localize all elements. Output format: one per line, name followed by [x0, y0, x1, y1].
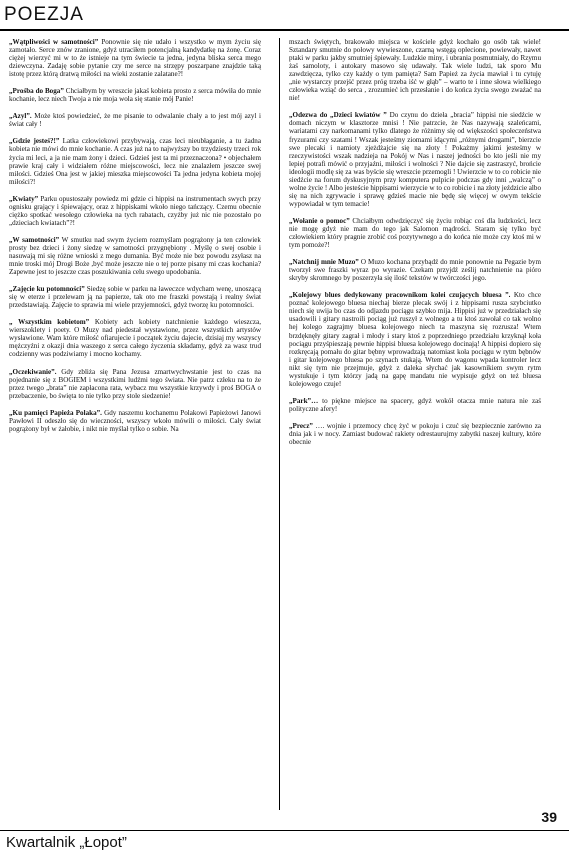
header-rule: [0, 29, 569, 31]
poem-paragraph: [9, 195, 261, 227]
section-title: POEZJA: [4, 4, 84, 25]
poem-paragraph: [9, 409, 261, 433]
poem-text: Chciałbym odwdzięczyć się życiu robiąc coś dla ludzkości, lecz nie mogę gdyż nie mam do tego jak Salomon mądrości. Staram się tylko być człowiekiem który pragnie zrobić coś pozytywnego a do końca nie może czy ktoś mi w tym pomoże?!: [289, 216, 541, 250]
poem-text: Siedzę sobie w parku na ławeczce wdycham wenę, unoszącą się w eterze i przelewam ją na papierze, tak oto me fraszki powstają i realny świat przedstawiają. Zajęcie to sprawia mi wiele przyjemności, gdyż tworzę ku potomności.: [9, 285, 261, 310]
poem-title: „Kolejowy blues dedykowany pracownikom kolei czujących bluesa ”.: [289, 291, 511, 300]
left-column: [9, 38, 261, 442]
poem-text: …. wojnie i przemocy chcę żyć w pokoju i czuć się bezpiecznie zarówno za dnia jak i w nocy. Zamiast budować rakiety odrestaurujmy zabytki naszej kultury, które obecnie: [289, 421, 541, 447]
poem-paragraph: [289, 111, 541, 208]
poem-text: Do czynu do dzieła „bracia” hippisi nie siedźcie w domach niczym w klasztorze mnisi ! Nie patrzcie, że Nas nazywają szaleńcami, wariatami czy narkomanami tylko dlatego że różnimy się od większości społeczeństwa fryzurami czy szatami ! Wszak jesteśmy ziomami idącymi „różnymi drogami”, bierzcie swe plecaki i namioty zjeżdżajcie się na złoty ! Pokażmy jakimi jesteśmy w rzeczywistości wszak nadzieja na Pokój w Nas i naszej jedności bo kto jeśli nie my lepiej potrafi mówić o przyjaźni, miłości i wolności ? Nie dajcie się zastraszyć, brońcie ideologii modlę się za was byście się wreszcie przemogli ! Uwierzcie w to co robicie nie siedźcie na forum dyskusyjnym przy komputera pulpicie podczas gdy inni „walczą” o wolne życie ! Albo jesteście hippisami wierzycie w to co robicie i na złoty jeździcie albo się na nich zgrywacie i sprawę gdzieś macie nie będę się więcej w owym tekście wypowiadał w tym temacie!: [289, 111, 541, 208]
poem-paragraph: [9, 285, 261, 309]
poem-title: „Oczekiwanie”.: [9, 367, 57, 376]
poem-paragraph: [289, 217, 541, 249]
poem-text: Chciałbym by wreszcie jakaś kobieta prosto z serca mówiła do mnie kochanie, lecz niech Twoja a nie moja wola się stanie mój Panie!: [9, 87, 261, 104]
footer-rule: [0, 830, 569, 831]
column-divider: [279, 38, 280, 810]
poem-paragraph: [9, 87, 261, 103]
poem-paragraph: [9, 318, 261, 358]
right-column: [289, 38, 541, 455]
poem-text: Gdy naszemu kochanemu Polakowi Papieżowi Janowi Pawłowi II odeszło się do wieczności, wszyscy wkoło mówili o miłości. Cały świat pogrążony był w żałobie, i nikt nie myślał tylko o sobie. Na: [9, 408, 261, 433]
poem-text: W smutku nad swym życiem rozmyślam pogrążony ja ten człowiek prosty bez dzieci i żony siedzę w samotności przygnębiony . Myślę o swej osobie i nasuwają mi się różne wnioski z mego dumania. Być może nie bez powodu zsyłasz na mnie troski mój Drogi Boże ,być może jeszcze nie o tej porze pisany mi czas kochania? Zapewne jest to jeszcze czas poszukiwania celu swego upodobania.: [9, 235, 261, 277]
poem-text: O Muzo kochana przybądź do mnie ponownie na Pegazie bym tworzył swe fraszki wyraz po wyrazie. Czekam przyjdź ześlij natchnienie na pióro skryby skromnego by poszerzyła się ilość tekstów w twórczości jego.: [289, 258, 542, 283]
poem-text: to piękne miejsce na spacery, gdyż wokół otacza mnie natura nie zaś polityczne afery!: [289, 396, 541, 413]
poem-text: Latka człowiekowi przybywają, czas leci nieubłaganie, a tu żadna kobieta nie mówi do mnie kochanie. A czas już na to najwyższy bo trzydziesty trzeci rok życia mi leci, a ja nie mam żony i dzieci. Gdzieś jest ta mi przeznaczona? • objechałem prawie kraj cały i widziałem różne miejscowości, lecz nie znalazłem jeszcze swej miłości. Gdzieś Ona jest w jakiej mieszka miejscowości Ta jedna jedyna kobieta mojej miłości?!: [9, 137, 261, 186]
poem-paragraph: [289, 258, 541, 282]
poem-text: Kto chce poznać kolejowego bluesa niechaj bierze plecak swój i z hippisami rusza szybciutko niech się uwija bo czas do odjazdu pociągu szybko mija. Hippisi już w przedziałach się usadowili i gitary nastroili pociąg już ruszył z wolnego a tu ktoś zawołał co tak wolno hej kolego zagrajmy bluesa kolejowego niech ta maszyna się rozrusza! Wtem brzdęknęły gitary zagrał i młody i stary ktoś z poprzedniego przedziału krzyknął koła pociągu przyśpieszają pewnie hippisi bluesa kolejowego docinają! A hippisi dopiero się rozkręcają pomału do gitar bębny wprowadzają natomiast koła pociągu w rytm bębnów i gitar kolejowego bluesa po szynach stukają. Wtem do wagonu wpada kontroler lecz nikt się tym nie przejmuje, gdyż z daleka słychać jak kasownikiem swym rytm wystukuje i tym którzy jadą na gapę mandatu nie wypisuje gdyż on też bluesa kolejowego czuje!: [289, 291, 541, 388]
poem-title: „ Wszystkim kobietom”: [9, 318, 90, 327]
poem-paragraph: [289, 38, 541, 102]
poem-title: „Kwiaty”: [9, 194, 39, 203]
poem-title: „Precz”: [289, 421, 313, 430]
poem-title: „Azyl”.: [9, 112, 32, 121]
poem-text: Może ktoś powiedzieć, że me pisanie to odwalanie chały a to jest mój azyl i świat cały !: [9, 112, 261, 129]
poem-text: Parku opustoszały powiedz mi gdzie ci hippisi na instrumentach swych przy ognisku grający i śpiewający, oraz z hippiskami wkoło niego tańczący. Czemu obecnie ciężko spotkać wesołego człowieka na tych rabatach, czyżby już nic nie pozostało po „dzieciach kwiatach”?!: [9, 194, 261, 227]
poem-paragraph: [289, 291, 541, 388]
poem-paragraph: [9, 368, 261, 400]
poem-paragraph: [9, 236, 261, 276]
page-number: 39: [541, 809, 557, 825]
poem-title: „Park”…: [289, 396, 319, 405]
magazine-title: Kwartalnik „Łopot”: [6, 834, 127, 851]
poem-title: „Ku pamięci Papieża Polaka”.: [9, 408, 102, 417]
poem-text: mszach świętych, brakowało miejsca w kościele gdyż kochało go osób tak wiele! Sztandary smutnie do połowy wywieszone, czarną wstęgą oplecione, powiewały, nawet ptaki w parku jakby smutniej śpiewały. Ludzkie miny, i ubrania posmutniały, do Rzymu żaś samoloty, i autokary masowo się udawały. Tak wiele ludzi, tak sporo Mu zawdzięcza, tylko czy każdy o tym pamięta? Sam Papież za życia mawiał i tu cytuję „nie wystarczy przejść przez próg trzeba iść w głąb” – warto te i inne słowa wielkiego człowieka wziąć do serca , zrozumieć ich przesłanie i do końca życia swego zważać na nie!: [289, 38, 541, 103]
poem-title: „W samotności”: [9, 235, 60, 244]
poem-title: „Zajęcie ku potomności”: [9, 285, 85, 294]
poem-paragraph: [289, 422, 541, 446]
poem-title: „Wołanie o pomoc”: [289, 216, 350, 225]
poem-title: „Odezwa do „Dzieci kwiatów ”: [289, 111, 387, 120]
poem-title: „Gdzie jesteś?!”: [9, 137, 60, 146]
poem-text: Kobiety ach kobiety natchnienie każdego wieszcza, wierszokletу i poety. O Muzy nad piedestał wystawione, przez wszystkich artystów wysławione. Wam które miłość ofiarujecie i początek życiu dajecie, dzisiaj my wszyscy mężczyźni z okazji dnia waszego z serca całego życzenia składamy, gdyż za wasz trud codzienny was podziwiamy i mocno kochamy.: [9, 318, 261, 359]
poem-paragraph: [9, 137, 261, 185]
poem-title: „Prośba do Boga”: [9, 87, 64, 96]
poem-paragraph: [9, 112, 261, 128]
poem-paragraph: [289, 397, 541, 413]
poem-text: Gdy zbliża się Pana Jezusa zmartwychwstanie jest to czas na pojednanie się z BOGIEM i wszystkimi ludźmi tego świata. Nie patrz człeku na to że przez twego „brata” nie zapłacona rata, wybacz mu wszystkie krzywdy i proś BOGA o przebaczenie, bo święta to nie tylko przy stole siedzenie!: [9, 367, 261, 400]
poem-title: „Natchnij mnie Muzo”: [289, 258, 359, 267]
poem-paragraph: [9, 38, 261, 78]
poem-title: „Wątpliwości w samotności”: [9, 38, 99, 46]
poem-text: Ponownie się nie udało i wszystko w mym życiu się zamotało. Serce znów zranione, gdyż utraciłem potencjalną kandydatkę na żonę. Coraz ciężej wierzyć mi w to że istnieje na tym świecie ta jedna, jedyna bliska serca mego dziewczyna. Zadaję sobie pytanie czy me serce na strzępy poszarpane znajdzie taką istotę przez którą dratwą miłości na wieki zostanie zalatane?!: [9, 38, 261, 79]
